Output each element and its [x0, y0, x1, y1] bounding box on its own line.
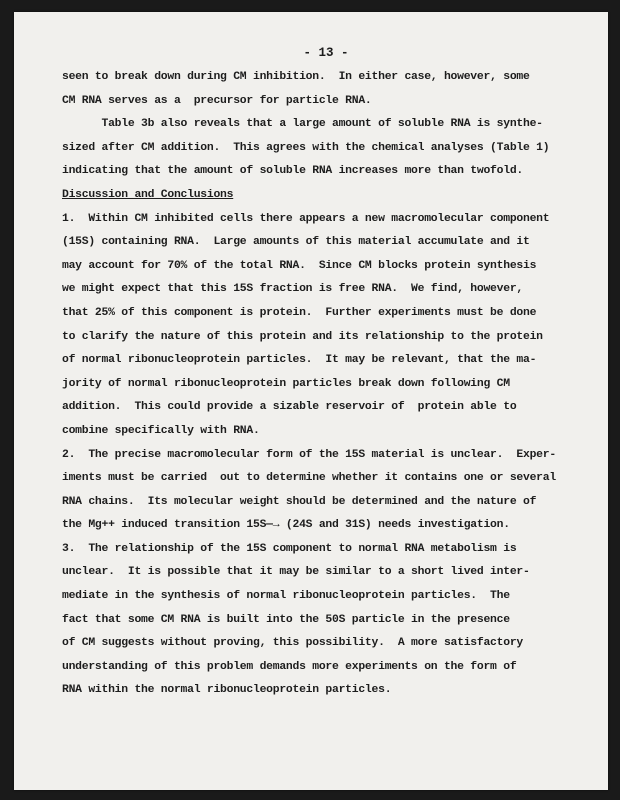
text-line: seen to break down during CM inhibition. In either case, however, some — [62, 71, 530, 83]
text-line: of normal ribonucleoprotein particles. It may be relevant, that the ma- — [62, 354, 537, 367]
text-line: understanding of this problem demands more experiments on the form of — [62, 660, 517, 673]
document-page — [14, 12, 608, 790]
section-heading: Discussion and Conclusions — [62, 188, 234, 201]
text-line: addition. This could provide a sizable reservoir of protein able to — [62, 401, 517, 414]
text-line: the Mg++ induced transition 15S—→ (24S and 31S) needs investigation. — [62, 519, 510, 532]
text-line: 2. The precise macromolecular form of the 15S material is unclear. Exper- — [62, 448, 556, 461]
body-text — [62, 66, 602, 703]
text-line: to clarify the nature of this protein and its relationship to the protein — [62, 330, 543, 343]
text-line: Table 3b also reveals that a large amount of soluble RNA is synthe- — [62, 118, 543, 131]
text-line: mediate in the synthesis of normal ribonucleoprotein particles. The — [62, 590, 510, 603]
text-line: RNA chains. Its molecular weight should be determined and the nature of — [62, 495, 537, 508]
text-line: that 25% of this component is protein. Further experiments must be done — [62, 306, 537, 319]
text-line: sized after CM addition. This agrees with the chemical analyses (Table 1) — [62, 141, 550, 154]
text-line: RNA within the normal ribonucleoprotein particles. — [62, 684, 392, 697]
page-number: - 13 - — [303, 46, 349, 60]
text-line: fact that some CM RNA is built into the 50S particle in the presence — [62, 613, 510, 626]
text-line: (15S) containing RNA. Large amounts of this material accumulate and it — [62, 236, 530, 249]
text-line: jority of normal ribonucleoprotein particles break down following CM — [62, 377, 510, 390]
text-line: of CM suggests without proving, this possibility. A more satisfactory — [62, 637, 523, 650]
text-line: we might expect that this 15S fraction is free RNA. We find, however, — [62, 283, 523, 296]
text-line: iments must be carried out to determine whether it contains one or several — [62, 472, 556, 485]
text-line: combine specifically with RNA. — [62, 424, 260, 437]
text-line: unclear. It is possible that it may be similar to a short lived inter- — [62, 566, 530, 579]
text-line: indicating that the amount of soluble RNA increases more than twofold. — [62, 165, 523, 178]
text-line: 1. Within CM inhibited cells there appears a new macromolecular component — [62, 212, 550, 225]
text-line: 3. The relationship of the 15S component to normal RNA metabolism is — [62, 542, 517, 555]
text-line: may account for 70% of the total RNA. Since CM blocks protein synthesis — [62, 259, 537, 272]
text-line: CM RNA serves as a precursor for particle RNA. — [62, 94, 372, 107]
